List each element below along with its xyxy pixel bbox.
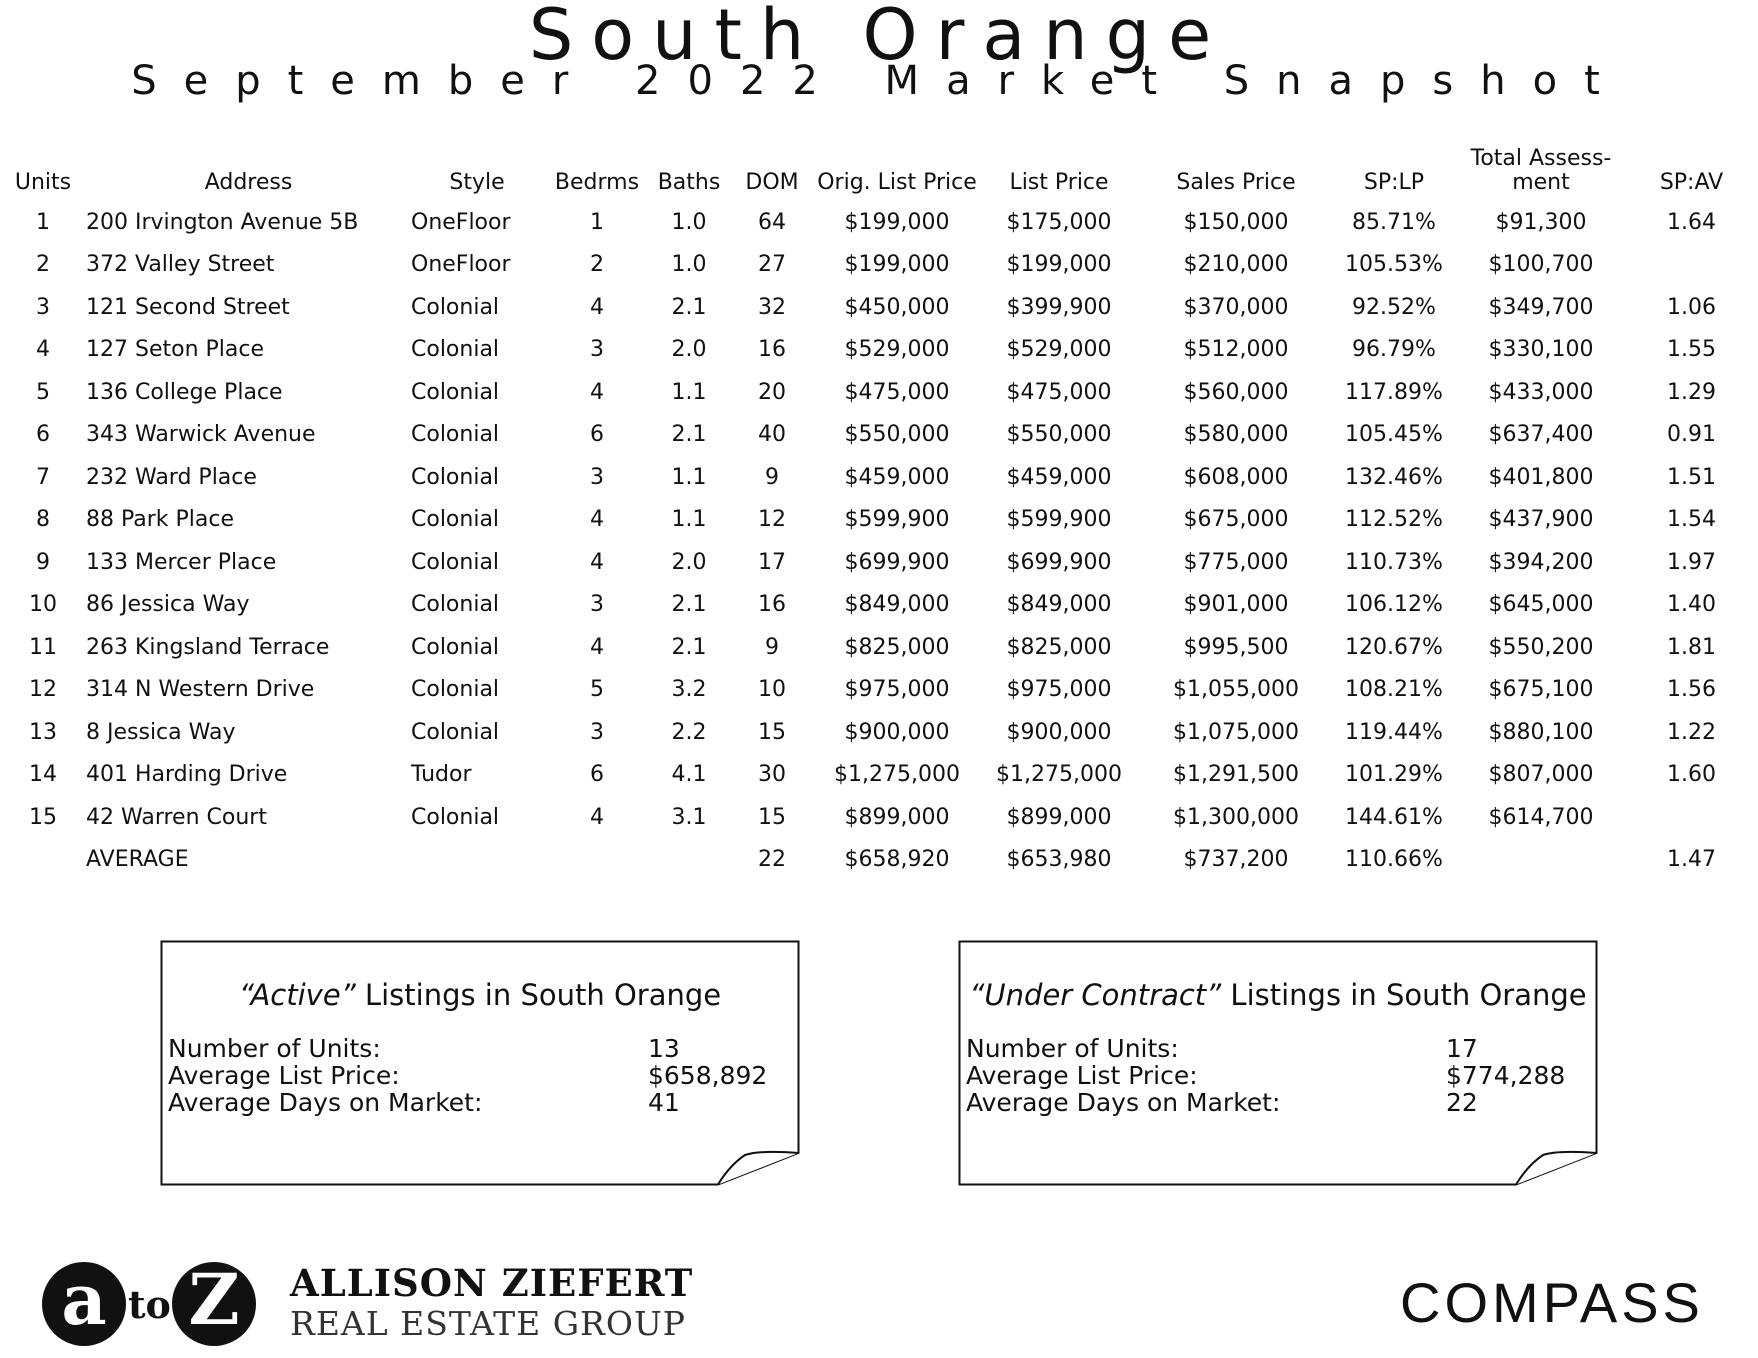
logo-to-text: to	[128, 1282, 171, 1327]
baths-cell: 1.1	[671, 464, 707, 490]
dom-cell: 15	[758, 719, 786, 745]
dom-cell: 30	[758, 762, 786, 788]
table-row	[0, 711, 1758, 754]
total-assessment-cell: $880,100	[1488, 719, 1594, 745]
sales-price-cell: $901,000	[1183, 592, 1289, 618]
style-cell: Tudor	[411, 762, 472, 788]
sp-av-cell: 1.54	[1667, 507, 1716, 533]
dom-cell: 27	[758, 252, 786, 278]
orig-list-price-cell: $900,000	[844, 719, 950, 745]
total-assessment-cell: $675,100	[1488, 677, 1594, 703]
baths-cell: 2.1	[671, 592, 707, 618]
sp-av-cell: 1.29	[1667, 379, 1716, 405]
sales-price-cell: $1,075,000	[1173, 719, 1299, 745]
list-price-cell: $699,900	[1006, 549, 1112, 575]
dom-cell: 17	[758, 549, 786, 575]
stat-label: Average Days on Market:	[168, 1088, 483, 1117]
col-style-header: Style	[449, 170, 505, 195]
baths-cell: 2.1	[671, 294, 707, 320]
list-price-cell: $599,900	[1006, 507, 1112, 533]
address-cell: 136 College Place	[86, 379, 283, 405]
page-subtitle: September 2022 Market Snapshot	[131, 58, 1627, 104]
orig-list-price-cell: $550,000	[844, 422, 950, 448]
total-assessment-cell: $807,000	[1488, 762, 1594, 788]
unit-cell: 15	[29, 804, 57, 830]
sp-av-cell: 1.06	[1667, 294, 1716, 320]
table-row	[0, 201, 1758, 244]
unit-cell: 2	[36, 252, 50, 278]
col-bedrooms-header: Bedrms	[554, 170, 640, 195]
dom-cell: 16	[758, 337, 786, 363]
style-cell: Colonial	[411, 719, 500, 745]
sales-price-cell: $737,200	[1183, 847, 1289, 873]
table-row	[0, 669, 1758, 712]
style-cell: OneFloor	[411, 209, 511, 235]
total-assessment-cell: $330,100	[1488, 337, 1594, 363]
dom-cell: 9	[765, 464, 779, 490]
col-orig-list-price-header: Orig. List Price	[817, 170, 977, 195]
total-assessment-cell: $91,300	[1495, 209, 1587, 235]
table-row	[0, 456, 1758, 499]
sp-lp-cell: 110.66%	[1345, 847, 1443, 873]
brand-name: ALLISON ZIEFERT	[290, 1261, 694, 1305]
list-price-cell: $529,000	[1006, 337, 1112, 363]
list-price-cell: $399,900	[1006, 294, 1112, 320]
unit-cell: 11	[29, 634, 57, 660]
unit-cell: 3	[36, 294, 50, 320]
baths-cell: 3.1	[671, 804, 707, 830]
dom-cell: 20	[758, 379, 786, 405]
sales-price-cell: $210,000	[1183, 252, 1289, 278]
style-cell: Colonial	[411, 549, 500, 575]
table-row	[0, 329, 1758, 372]
col-sp-av-header: SP:AV	[1659, 170, 1724, 195]
table-row	[0, 286, 1758, 329]
table-row	[0, 796, 1758, 839]
unit-cell: 12	[29, 677, 57, 703]
unit-cell: 14	[29, 762, 57, 788]
col-total-assessment-header: Total Assess- ment	[1470, 146, 1612, 195]
baths-cell: 2.1	[671, 422, 707, 448]
col-list-price-header: List Price	[1009, 170, 1109, 195]
stat-value: $774,288	[1446, 1061, 1566, 1090]
unit-cell: 8	[36, 507, 50, 533]
bedrooms-cell	[543, 839, 651, 882]
address-cell: 88 Park Place	[86, 507, 235, 533]
dom-cell: 12	[758, 507, 786, 533]
baths-cell: 1.1	[671, 379, 707, 405]
sp-lp-cell: 106.12%	[1345, 592, 1443, 618]
table-row	[0, 541, 1758, 584]
sp-av-cell: 1.22	[1667, 719, 1716, 745]
sp-av-cell: 1.55	[1667, 337, 1716, 363]
orig-list-price-cell: $199,000	[844, 209, 950, 235]
list-price-cell: $459,000	[1006, 464, 1112, 490]
stat-value: 22	[1446, 1088, 1478, 1117]
sales-price-cell: $512,000	[1183, 337, 1289, 363]
orig-list-price-cell: $849,000	[844, 592, 950, 618]
style-cell: Colonial	[411, 634, 500, 660]
stat-row	[966, 1035, 1586, 1062]
bedrooms-cell: 4	[590, 804, 604, 830]
table-row	[0, 499, 1758, 542]
unit-cell: 5	[36, 379, 50, 405]
total-assessment-cell: $637,400	[1488, 422, 1594, 448]
baths-cell: 2.1	[671, 634, 707, 660]
dom-cell: 32	[758, 294, 786, 320]
dom-cell: 16	[758, 592, 786, 618]
stat-value: 13	[648, 1034, 680, 1063]
list-price-cell: $199,000	[1006, 252, 1112, 278]
style-cell: Colonial	[411, 507, 500, 533]
baths-cell: 1.0	[671, 209, 707, 235]
list-price-cell: $550,000	[1006, 422, 1112, 448]
sp-av-cell: 1.40	[1667, 592, 1716, 618]
col-baths-header: Baths	[657, 170, 721, 195]
sp-av-cell	[1625, 244, 1758, 287]
table-header-row	[0, 135, 1758, 201]
address-cell: 263 Kingsland Terrace	[86, 634, 330, 660]
sales-price-cell: $150,000	[1183, 209, 1289, 235]
address-cell: 314 N Western Drive	[86, 677, 315, 703]
baths-cell: 1.1	[671, 507, 707, 533]
address-cell: 121 Second Street	[86, 294, 290, 320]
style-cell: Colonial	[411, 804, 500, 830]
sp-lp-cell: 132.46%	[1345, 464, 1443, 490]
style-cell: Colonial	[411, 464, 500, 490]
table-row	[0, 414, 1758, 457]
logo-z-circle: Z	[172, 1262, 256, 1346]
table-body	[0, 201, 1758, 881]
sp-av-cell: 1.81	[1667, 634, 1716, 660]
table-row	[0, 584, 1758, 627]
address-cell: 200 Irvington Avenue 5B	[86, 209, 359, 235]
style-cell: Colonial	[411, 422, 500, 448]
sales-price-cell: $1,300,000	[1173, 804, 1299, 830]
sp-av-cell: 0.91	[1667, 422, 1716, 448]
sp-lp-cell: 105.53%	[1345, 252, 1443, 278]
style-cell: OneFloor	[411, 252, 511, 278]
stat-value: $658,892	[648, 1061, 768, 1090]
orig-list-price-cell: $975,000	[844, 677, 950, 703]
table-row	[0, 626, 1758, 669]
unit-cell: 7	[36, 464, 50, 490]
orig-list-price-cell: $529,000	[844, 337, 950, 363]
bedrooms-cell: 4	[590, 549, 604, 575]
baths-cell: 2.2	[671, 719, 707, 745]
list-price-cell: $475,000	[1006, 379, 1112, 405]
bedrooms-cell: 6	[590, 422, 604, 448]
col-sp-lp-header: SP:LP	[1363, 170, 1425, 195]
list-price-cell: $975,000	[1006, 677, 1112, 703]
baths-cell: 2.0	[671, 549, 707, 575]
bedrooms-cell: 2	[590, 252, 604, 278]
orig-list-price-cell: $450,000	[844, 294, 950, 320]
sales-price-cell: $370,000	[1183, 294, 1289, 320]
bedrooms-cell: 3	[590, 337, 604, 363]
orig-list-price-cell: $459,000	[844, 464, 950, 490]
stat-row	[966, 1062, 1586, 1089]
sp-av-cell: 1.97	[1667, 549, 1716, 575]
total-assessment-cell: $645,000	[1488, 592, 1594, 618]
compass-logo	[1400, 1272, 1720, 1332]
sp-av-cell	[1625, 796, 1758, 839]
style-cell: Colonial	[411, 677, 500, 703]
bedrooms-cell: 4	[590, 294, 604, 320]
sp-lp-cell: 92.52%	[1352, 294, 1436, 320]
list-price-cell: $175,000	[1006, 209, 1112, 235]
under-contract-listings-title: “Under Contract” Listings in South Orange	[969, 978, 1587, 1012]
stat-label: Average List Price:	[966, 1061, 1198, 1090]
sp-lp-cell: 144.61%	[1345, 804, 1443, 830]
active-listings-card	[160, 940, 800, 1186]
list-price-cell: $653,980	[1006, 847, 1112, 873]
baths-cell	[651, 839, 727, 882]
total-assessment-cell: $433,000	[1488, 379, 1594, 405]
sales-price-cell: $560,000	[1183, 379, 1289, 405]
address-cell: 8 Jessica Way	[86, 719, 236, 745]
address-cell: 133 Mercer Place	[86, 549, 277, 575]
sp-lp-cell: 108.21%	[1345, 677, 1443, 703]
baths-cell: 2.0	[671, 337, 707, 363]
address-cell: 343 Warwick Avenue	[86, 422, 316, 448]
stat-value: 17	[1446, 1034, 1478, 1063]
brand-tagline: REAL ESTATE GROUP	[290, 1304, 686, 1343]
bedrooms-cell: 5	[590, 677, 604, 703]
sales-price-cell: $995,500	[1183, 634, 1289, 660]
style-cell: Colonial	[411, 294, 500, 320]
col-address-header: Address	[204, 170, 293, 195]
unit-cell: 10	[29, 592, 57, 618]
bedrooms-cell: 3	[590, 592, 604, 618]
style-cell: Colonial	[411, 592, 500, 618]
sp-lp-cell: 101.29%	[1345, 762, 1443, 788]
unit-cell: 13	[29, 719, 57, 745]
bedrooms-cell: 3	[590, 719, 604, 745]
stat-row	[168, 1062, 788, 1089]
average-row	[0, 839, 1758, 882]
list-price-cell: $899,000	[1006, 804, 1112, 830]
sp-lp-cell: 96.79%	[1352, 337, 1436, 363]
total-assessment-cell: $401,800	[1488, 464, 1594, 490]
stat-label: Number of Units:	[168, 1034, 381, 1063]
compass-wordmark: COMPASS	[1400, 1272, 1704, 1332]
total-assessment-cell	[1457, 839, 1625, 882]
orig-list-price-cell: $1,275,000	[834, 762, 960, 788]
active-listings-stats	[168, 1035, 788, 1116]
active-listings-title: “Active” Listings in South Orange	[238, 978, 722, 1012]
sales-price-cell: $675,000	[1183, 507, 1289, 533]
total-assessment-cell: $394,200	[1488, 549, 1594, 575]
bedrooms-cell: 6	[590, 762, 604, 788]
col-units-header: Units	[14, 170, 72, 195]
dom-cell: 22	[758, 847, 786, 873]
page-title: South Orange	[528, 0, 1230, 76]
under-contract-listings-card	[958, 940, 1598, 1186]
unit-cell: 6	[36, 422, 50, 448]
dom-cell: 10	[758, 677, 786, 703]
sp-lp-cell: 110.73%	[1345, 549, 1443, 575]
stat-label: Average Days on Market:	[966, 1088, 1281, 1117]
orig-list-price-cell: $899,000	[844, 804, 950, 830]
baths-cell: 1.0	[671, 252, 707, 278]
sp-lp-cell: 120.67%	[1345, 634, 1443, 660]
address-cell: 42 Warren Court	[86, 804, 267, 830]
address-cell: 86 Jessica Way	[86, 592, 250, 618]
style-cell	[411, 839, 543, 882]
stat-label: Average List Price:	[168, 1061, 400, 1090]
bedrooms-cell: 1	[590, 209, 604, 235]
col-sales-price-header: Sales Price	[1176, 170, 1296, 195]
total-assessment-cell: $550,200	[1488, 634, 1594, 660]
style-cell: Colonial	[411, 337, 500, 363]
dom-cell: 40	[758, 422, 786, 448]
dom-cell: 15	[758, 804, 786, 830]
sp-lp-cell: 85.71%	[1352, 209, 1436, 235]
orig-list-price-cell: $825,000	[844, 634, 950, 660]
orig-list-price-cell: $599,900	[844, 507, 950, 533]
address-cell: 372 Valley Street	[86, 252, 275, 278]
sp-av-cell: 1.60	[1667, 762, 1716, 788]
total-assessment-cell: $100,700	[1488, 252, 1594, 278]
logo-a-circle: a	[42, 1262, 126, 1346]
list-price-cell: $849,000	[1006, 592, 1112, 618]
orig-list-price-cell: $199,000	[844, 252, 950, 278]
bedrooms-cell: 4	[590, 507, 604, 533]
table-row	[0, 754, 1758, 797]
col-dom-header: DOM	[745, 170, 799, 195]
sp-lp-cell: 117.89%	[1345, 379, 1443, 405]
a-to-z-logo	[42, 1258, 262, 1350]
sales-price-cell: $580,000	[1183, 422, 1289, 448]
list-price-cell: $900,000	[1006, 719, 1112, 745]
sp-lp-cell: 112.52%	[1345, 507, 1443, 533]
sales-price-cell: $775,000	[1183, 549, 1289, 575]
total-assessment-cell: $349,700	[1488, 294, 1594, 320]
stat-value: 41	[648, 1088, 680, 1117]
unit-cell: 4	[36, 337, 50, 363]
sales-price-cell: $1,291,500	[1173, 762, 1299, 788]
table-row	[0, 244, 1758, 287]
market-snapshot-table	[0, 135, 1758, 881]
total-assessment-cell: $614,700	[1488, 804, 1594, 830]
bedrooms-cell: 3	[590, 464, 604, 490]
address-cell: 127 Seton Place	[86, 337, 264, 363]
dom-cell: 64	[758, 209, 786, 235]
stat-row	[168, 1089, 788, 1116]
list-price-cell: $1,275,000	[996, 762, 1122, 788]
stat-row	[168, 1035, 788, 1062]
orig-list-price-cell: $699,900	[844, 549, 950, 575]
orig-list-price-cell: $475,000	[844, 379, 950, 405]
baths-cell: 4.1	[671, 762, 707, 788]
bedrooms-cell: 4	[590, 379, 604, 405]
under-contract-listings-stats	[966, 1035, 1586, 1116]
style-cell: Colonial	[411, 379, 500, 405]
bedrooms-cell: 4	[590, 634, 604, 660]
baths-cell: 3.2	[671, 677, 707, 703]
orig-list-price-cell: $658,920	[844, 847, 950, 873]
sp-av-cell: 1.51	[1667, 464, 1716, 490]
sp-lp-cell: 105.45%	[1345, 422, 1443, 448]
sp-av-cell: 1.47	[1667, 847, 1716, 873]
dom-cell: 9	[765, 634, 779, 660]
unit-cell: 9	[36, 549, 50, 575]
unit-cell	[0, 839, 86, 882]
sp-av-cell: 1.56	[1667, 677, 1716, 703]
address-cell: 401 Harding Drive	[86, 762, 288, 788]
stat-row	[966, 1089, 1586, 1116]
sp-av-cell: 1.64	[1667, 209, 1716, 235]
list-price-cell: $825,000	[1006, 634, 1112, 660]
sp-lp-cell: 119.44%	[1345, 719, 1443, 745]
address-cell: AVERAGE	[86, 847, 189, 873]
stat-label: Number of Units:	[966, 1034, 1179, 1063]
sales-price-cell: $608,000	[1183, 464, 1289, 490]
sales-price-cell: $1,055,000	[1173, 677, 1299, 703]
table-row	[0, 371, 1758, 414]
unit-cell: 1	[36, 209, 50, 235]
total-assessment-cell: $437,900	[1488, 507, 1594, 533]
address-cell: 232 Ward Place	[86, 464, 257, 490]
